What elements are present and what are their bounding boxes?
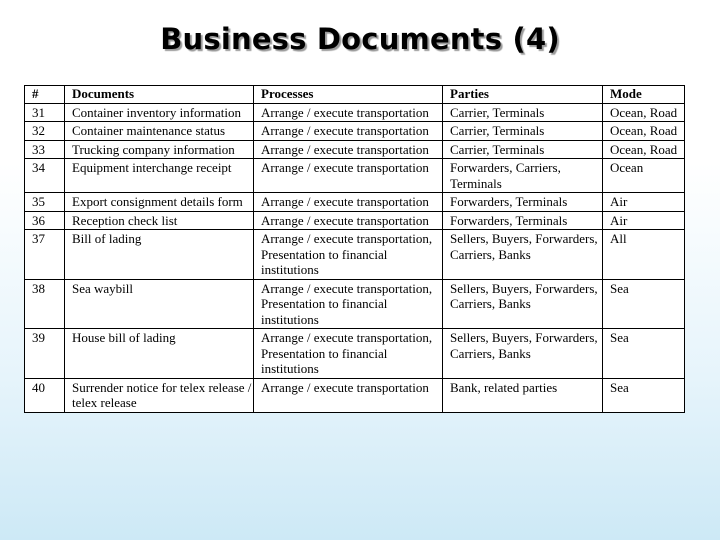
table-row — [25, 140, 685, 159]
cell-number: 31 — [25, 103, 65, 122]
cell-parties: Forwarders, Carriers, Terminals — [443, 159, 603, 193]
table-row — [25, 279, 685, 329]
cell-process: Arrange / execute transportation, Presentation to financial institutions — [254, 329, 443, 379]
cell-document: Trucking company information — [65, 140, 254, 159]
cell-mode: Sea — [603, 329, 685, 379]
cell-mode: Sea — [603, 279, 685, 329]
header-parties: Parties — [443, 86, 603, 104]
cell-process: Arrange / execute transportation — [254, 378, 443, 412]
table-row — [25, 103, 685, 122]
cell-document: Container maintenance status — [65, 122, 254, 141]
cell-parties: Carrier, Terminals — [443, 122, 603, 141]
cell-parties: Carrier, Terminals — [443, 103, 603, 122]
cell-number: 36 — [25, 211, 65, 230]
business-documents-table — [24, 85, 685, 413]
cell-mode: Ocean, Road — [603, 140, 685, 159]
cell-document: Equipment interchange receipt — [65, 159, 254, 193]
cell-document: Export consignment details form — [65, 193, 254, 212]
cell-number: 32 — [25, 122, 65, 141]
table-row — [25, 211, 685, 230]
cell-parties: Forwarders, Terminals — [443, 211, 603, 230]
cell-mode: Ocean, Road — [603, 103, 685, 122]
cell-document: Bill of lading — [65, 230, 254, 280]
cell-number: 39 — [25, 329, 65, 379]
cell-mode: Air — [603, 211, 685, 230]
table-header-row — [25, 86, 685, 104]
cell-document: Surrender notice for telex release / telex release — [65, 378, 254, 412]
cell-parties: Sellers, Buyers, Forwarders, Carriers, Banks — [443, 230, 603, 280]
header-documents: Documents — [65, 86, 254, 104]
cell-parties: Sellers, Buyers, Forwarders, Carriers, Banks — [443, 329, 603, 379]
cell-mode: All — [603, 230, 685, 280]
table-row — [25, 230, 685, 280]
cell-process: Arrange / execute transportation, Presentation to financial institutions — [254, 279, 443, 329]
header-processes: Processes — [254, 86, 443, 104]
cell-number: 37 — [25, 230, 65, 280]
table-row — [25, 329, 685, 379]
cell-process: Arrange / execute transportation — [254, 122, 443, 141]
cell-document: Reception check list — [65, 211, 254, 230]
cell-parties: Forwarders, Terminals — [443, 193, 603, 212]
cell-process: Arrange / execute transportation — [254, 193, 443, 212]
table-row — [25, 378, 685, 412]
table-row — [25, 159, 685, 193]
cell-mode: Ocean — [603, 159, 685, 193]
cell-document: House bill of lading — [65, 329, 254, 379]
table-row — [25, 122, 685, 141]
cell-mode: Sea — [603, 378, 685, 412]
cell-number: 35 — [25, 193, 65, 212]
cell-process: Arrange / execute transportation — [254, 103, 443, 122]
slide-title: Business Documents (4) — [160, 22, 560, 56]
cell-document: Container inventory information — [65, 103, 254, 122]
cell-number: 33 — [25, 140, 65, 159]
header-number: # — [25, 86, 65, 104]
cell-number: 38 — [25, 279, 65, 329]
cell-process: Arrange / execute transportation — [254, 211, 443, 230]
cell-mode: Air — [603, 193, 685, 212]
cell-mode: Ocean, Road — [603, 122, 685, 141]
cell-parties: Carrier, Terminals — [443, 140, 603, 159]
cell-number: 40 — [25, 378, 65, 412]
cell-process: Arrange / execute transportation — [254, 140, 443, 159]
cell-process: Arrange / execute transportation, Presentation to financial institutions — [254, 230, 443, 280]
cell-parties: Sellers, Buyers, Forwarders, Carriers, Banks — [443, 279, 603, 329]
cell-process: Arrange / execute transportation — [254, 159, 443, 193]
cell-document: Sea waybill — [65, 279, 254, 329]
table-row — [25, 193, 685, 212]
cell-number: 34 — [25, 159, 65, 193]
cell-parties: Bank, related parties — [443, 378, 603, 412]
header-mode: Mode — [603, 86, 685, 104]
